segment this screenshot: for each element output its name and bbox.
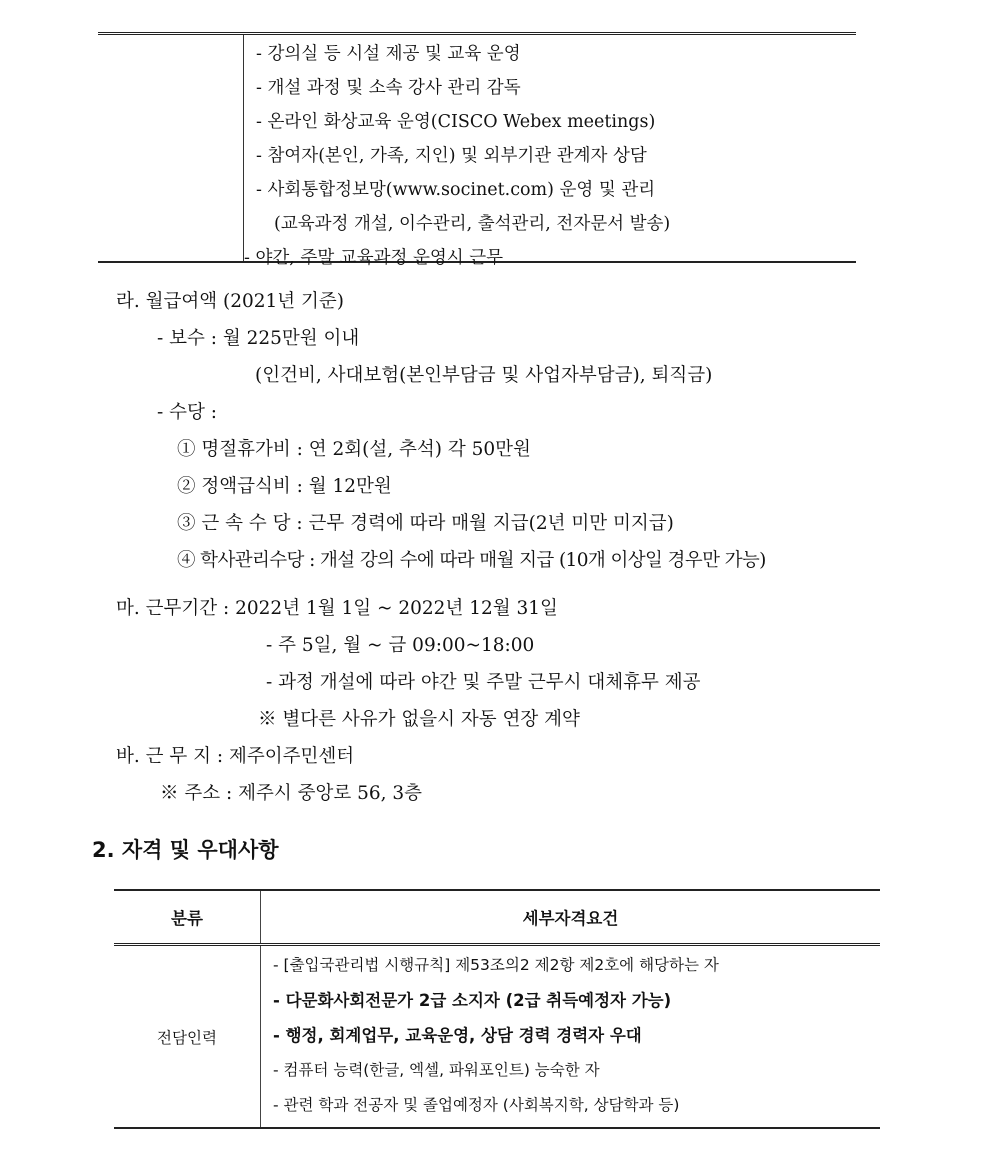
duty-item: - 강의실 등 시설 제공 및 교육 운영 bbox=[256, 44, 521, 64]
requirement-item: - 컴퓨터 능력(한글, 엑셀, 파워포인트) 능숙한 자 bbox=[273, 1061, 600, 1079]
salary-allowance: - 수당 : bbox=[157, 402, 217, 423]
location-address: ※ 주소 : 제주시 중앙로 56, 3층 bbox=[160, 783, 423, 804]
duty-item-detail: (교육과정 개설, 이수관리, 출석관리, 전자문서 발송) bbox=[274, 214, 671, 234]
period-line: - 과정 개설에 따라 야간 및 주말 근무시 대체휴무 제공 bbox=[266, 672, 701, 693]
salary-pay: - 보수 : 월 225만원 이내 bbox=[157, 328, 360, 349]
requirements-list bbox=[261, 946, 880, 1127]
table-row bbox=[114, 945, 880, 1129]
duties-list bbox=[244, 37, 856, 275]
duty-item: - 야간, 주말 교육과정 운영시 근무 bbox=[244, 248, 504, 268]
requirement-item: - [출입국관리법 시행규칙] 제53조의2 제2항 제2호에 해당하는 자 bbox=[273, 956, 719, 974]
column-header-requirements: 세부자격요건 bbox=[261, 890, 881, 945]
requirements-cell bbox=[261, 945, 881, 1129]
period-line: - 주 5일, 월 ~ 금 09:00~18:00 bbox=[266, 635, 535, 656]
duty-item: - 사회통합정보망(www.socinet.com) 운영 및 관리 bbox=[256, 180, 656, 200]
allowance-item: ① 명절휴가비 : 연 2회(설, 추석) 각 50만원 bbox=[177, 439, 531, 460]
requirement-item: - 관련 학과 전공자 및 졸업예정자 (사회복지학, 상담학과 등) bbox=[273, 1096, 680, 1114]
salary-pay-detail: (인건비, 사대보험(본인부담금 및 사업자부담금), 퇴직금) bbox=[255, 365, 713, 386]
category-cell: 전담인력 bbox=[114, 945, 261, 1129]
requirement-item: - 다문화사회전문가 2급 소지자 (2급 취득예정자 가능) bbox=[273, 991, 672, 1010]
table-header-row bbox=[114, 890, 880, 945]
qualification-table bbox=[114, 889, 880, 1129]
location-title: 바. 근 무 지 : 제주이주민센터 bbox=[116, 746, 355, 767]
allowance-item: ③ 근 속 수 당 : 근무 경력에 따라 매월 지급(2년 미만 미지급) bbox=[177, 513, 674, 534]
column-header-category: 분류 bbox=[114, 890, 261, 945]
section-heading: 2. 자격 및 우대사항 bbox=[92, 838, 279, 862]
period-note: ※ 별다른 사유가 없을시 자동 연장 계약 bbox=[258, 709, 580, 730]
salary-title: 라. 월급여액 (2021년 기준) bbox=[116, 291, 345, 312]
requirement-item: - 행정, 회계업무, 교육운영, 상담 경력 경력자 우대 bbox=[273, 1026, 642, 1045]
allowance-item: ② 정액급식비 : 월 12만원 bbox=[177, 476, 392, 497]
allowance-item: ④ 학사관리수당 : 개설 강의 수에 따라 매월 지급 (10개 이상일 경우만 가능) bbox=[177, 550, 766, 571]
duties-table bbox=[98, 32, 856, 268]
duty-item: - 개설 과정 및 소속 강사 관리 감독 bbox=[256, 78, 521, 98]
duty-item: - 온라인 화상교육 운영(CISCO Webex meetings) bbox=[256, 112, 656, 132]
period-title: 마. 근무기간 : 2022년 1월 1일 ~ 2022년 12월 31일 bbox=[116, 598, 558, 619]
table-divider bbox=[243, 35, 244, 261]
duty-item: - 참여자(본인, 가족, 지인) 및 외부기관 관계자 상담 bbox=[256, 146, 647, 166]
